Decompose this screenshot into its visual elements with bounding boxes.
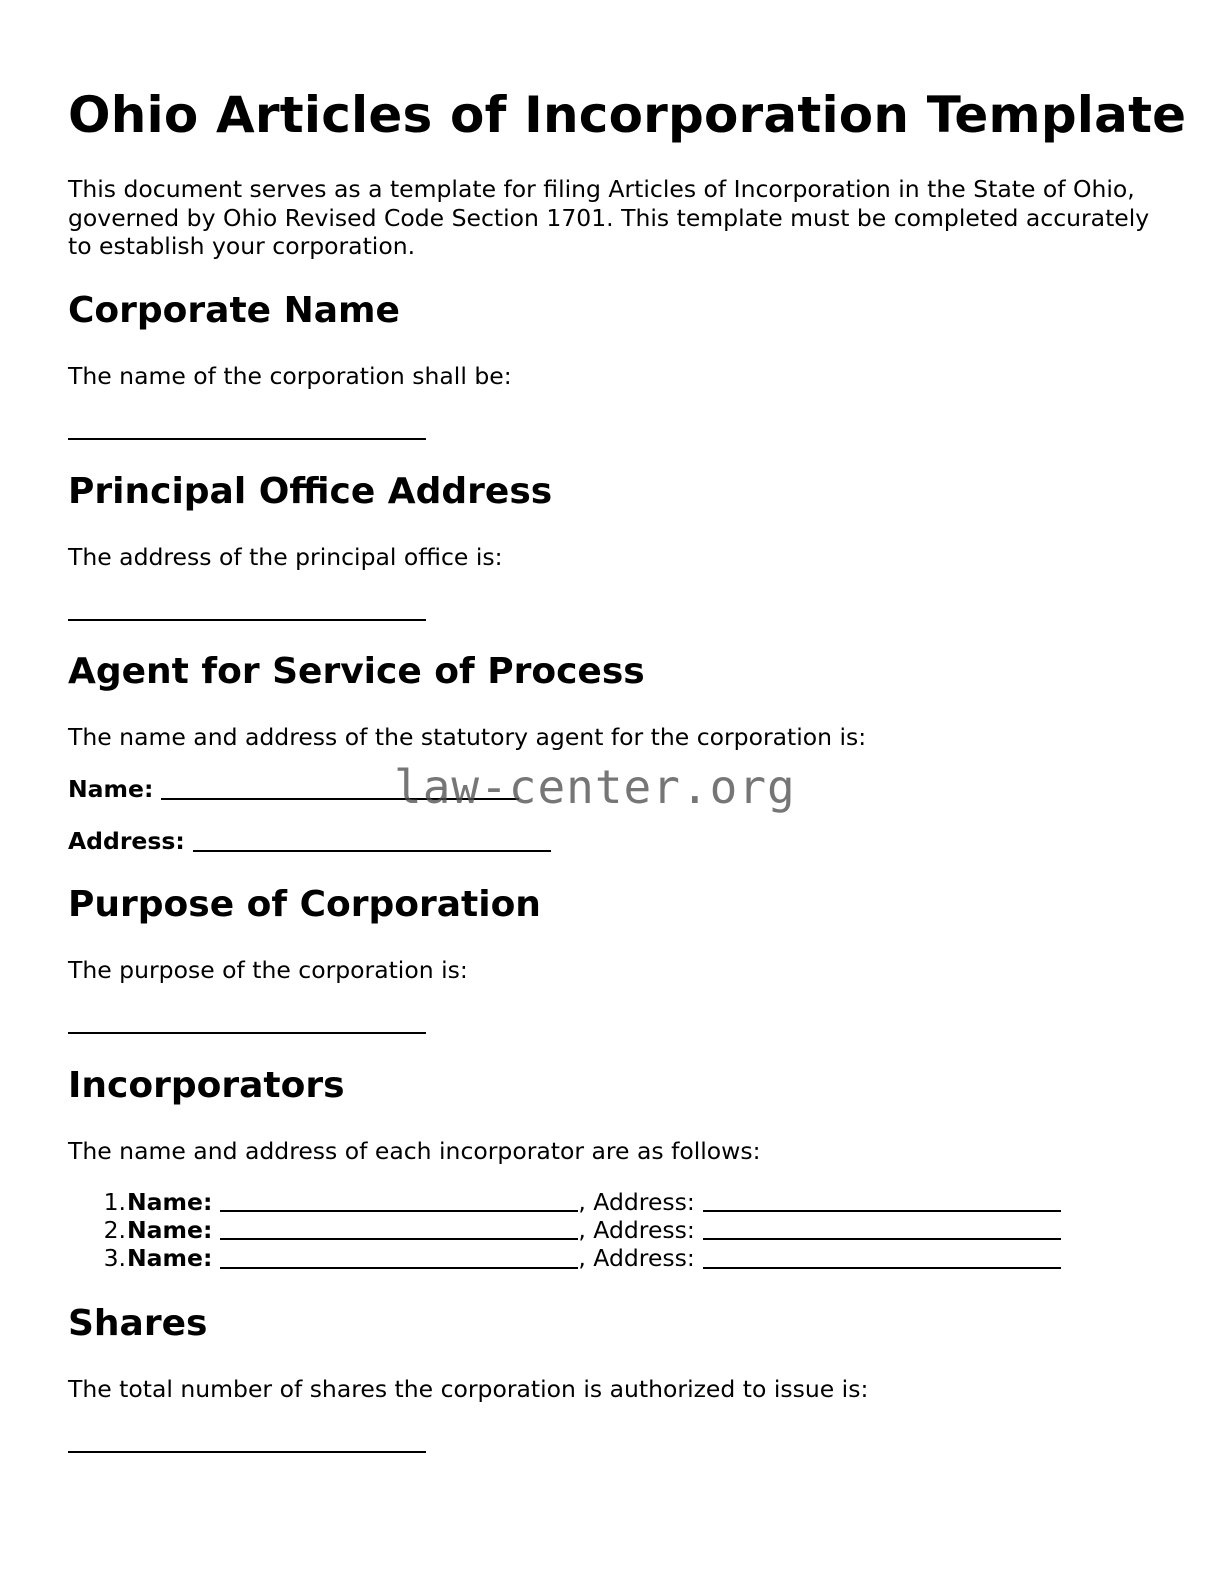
incorporator-item [68, 1216, 1061, 1244]
incorporator-address-blank [703, 1267, 1061, 1269]
principal-office-text: The address of the principal office is: [68, 543, 503, 571]
principal-office-blank [68, 619, 426, 621]
incorporator-address-label: , Address: [578, 1244, 695, 1273]
corporate-name-text: The name of the corporation shall be: [68, 362, 512, 390]
incorporator-name-label: Name: [127, 1244, 213, 1273]
agent-address-label: Address: [68, 827, 185, 855]
shares-text: The total number of shares the corporation is authorized to issue is: [68, 1375, 869, 1403]
incorporator-name-blank [220, 1238, 578, 1240]
shares-blank [68, 1451, 426, 1453]
heading-corporate-name: Corporate Name [68, 290, 400, 331]
agent-address-blank [193, 850, 551, 852]
incorporator-number: 2. [103, 1216, 126, 1245]
incorporator-address-label: , Address: [578, 1188, 695, 1216]
agent-text: The name and address of the statutory agent for the corporation is: [68, 723, 867, 751]
purpose-text: The purpose of the corporation is: [68, 956, 468, 984]
incorporator-number: 1. [103, 1188, 126, 1216]
incorporator-address-blank [703, 1238, 1061, 1240]
incorporator-name-label: Name: [127, 1188, 213, 1216]
incorporator-name-label: Name: [127, 1216, 213, 1245]
incorporator-address-label: , Address: [578, 1216, 695, 1245]
agent-address-row [68, 826, 551, 856]
incorporators-list [68, 1188, 1061, 1273]
heading-principal-office: Principal Office Address [68, 471, 553, 512]
purpose-blank [68, 1032, 426, 1034]
intro-paragraph: This document serves as a template for filing Articles of Incorporation in the State of Ohio, governed by Ohio Revised Code Section 1701. This template must be completed accurately to establish your corporation. [68, 175, 1150, 260]
incorporator-name-blank [220, 1210, 578, 1212]
watermark: law-center.org [394, 760, 796, 814]
heading-shares: Shares [68, 1303, 208, 1344]
corporate-name-blank [68, 438, 426, 440]
incorporator-item [68, 1244, 1061, 1272]
heading-agent: Agent for Service of Process [68, 651, 645, 692]
agent-name-label: Name: [68, 775, 154, 803]
incorporator-address-blank [703, 1210, 1061, 1212]
heading-incorporators: Incorporators [68, 1065, 345, 1106]
document-title: Ohio Articles of Incorporation Template [68, 86, 1187, 144]
incorporator-item [68, 1188, 1061, 1216]
heading-purpose: Purpose of Corporation [68, 884, 541, 925]
incorporators-text: The name and address of each incorporator are as follows: [68, 1137, 761, 1165]
incorporator-name-blank [220, 1267, 578, 1269]
incorporator-number: 3. [103, 1244, 126, 1273]
